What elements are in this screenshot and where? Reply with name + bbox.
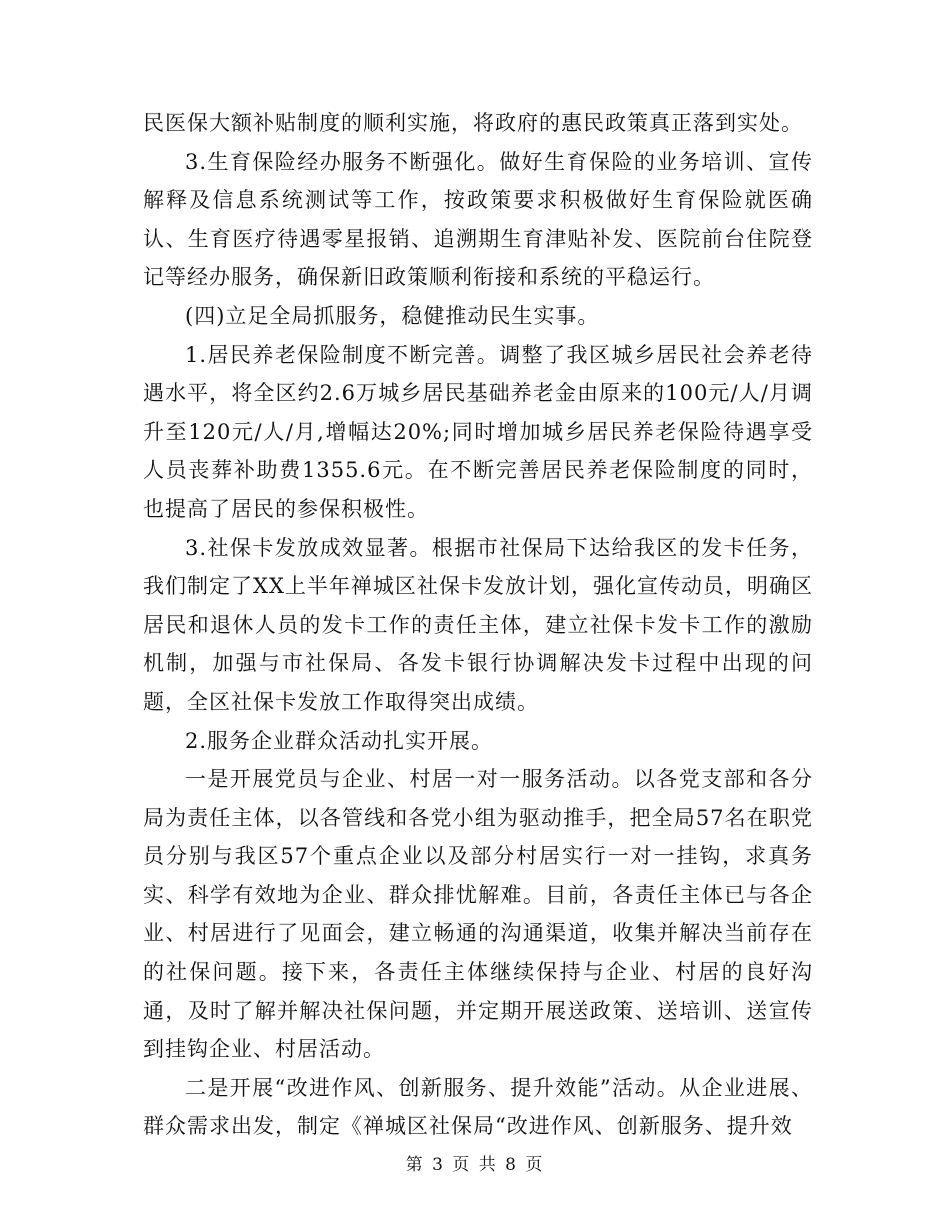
section-heading: (四)立足全局抓服务，稳健推动民生实事。 (185, 303, 600, 328)
paragraph: 一是开展党员与企业、村居一对一服务活动。以各党支部和各分局为责任主体，以各管线和各党小组为驱动推手，把全局57名在职党员分别与我区57个重点企业以及部分村居实行一对一挂钩，求真务实、科学有效地为企业、群众排忧解难。目前，各责任主体已与各企业、村居进行了见面会，建立畅通的沟通渠道，收集并解决当前存在的社保问题。接下来，各责任主体继续保持与企业、村居的良好沟通，及时了解并解决社保问题，并定期开展送政策、送培训、送宣传到挂钩企业、村居活动。 (143, 767, 813, 1062)
paragraph: 2.服务企业群众活动扎实开展。 (185, 728, 494, 753)
paragraph: 二是开展“改进作风、创新服务、提升效能”活动。从企业进展、群众需求出发，制定《禅城区社保局“改进作风、创新服务、提升效 (143, 1075, 813, 1139)
paragraph: 1.居民养老保险制度不断完善。调整了我区城乡居民社会养老待遇水平，将全区约2.6万城乡居民基础养老金由原来的100元/人/月调升至120元/人/月,增幅达20%;同时增加城乡居民养老保险待遇享受人员丧葬补助费1355.6元。在不断完善居民养老保险制度的同时，也提高了居民的参保积极性。 (143, 342, 813, 521)
paragraph: 民医保大额补贴制度的顺利实施，将政府的惠民政策真正落到实处。 (143, 111, 803, 135)
page-number-footer: 第 3 页 共 8 页 (405, 1155, 545, 1175)
paragraph: 3.社保卡发放成效显著。根据市社保局下达给我区的发卡任务，我们制定了XX上半年禅城区社保卡发放计划，强化宣传动员，明确区居民和退休人员的发卡工作的责任主体，建立社保卡发卡工作的激励机制，加强与市社保局、各发卡银行协调解决发卡过程中出现的问题，全区社保卡发放工作取得突出成绩。 (143, 535, 813, 714)
document-body (143, 104, 813, 1146)
paragraph: 3.生育保险经办服务不断强化。做好生育保险的业务培训、宣传解释及信息系统测试等工作，按政策要求积极做好生育保险就医确认、生育医疗待遇零星报销、追溯期生育津贴补发、医院前台住院登记等经办服务，确保新旧政策顺利衔接和系统的平稳运行。 (143, 149, 813, 290)
